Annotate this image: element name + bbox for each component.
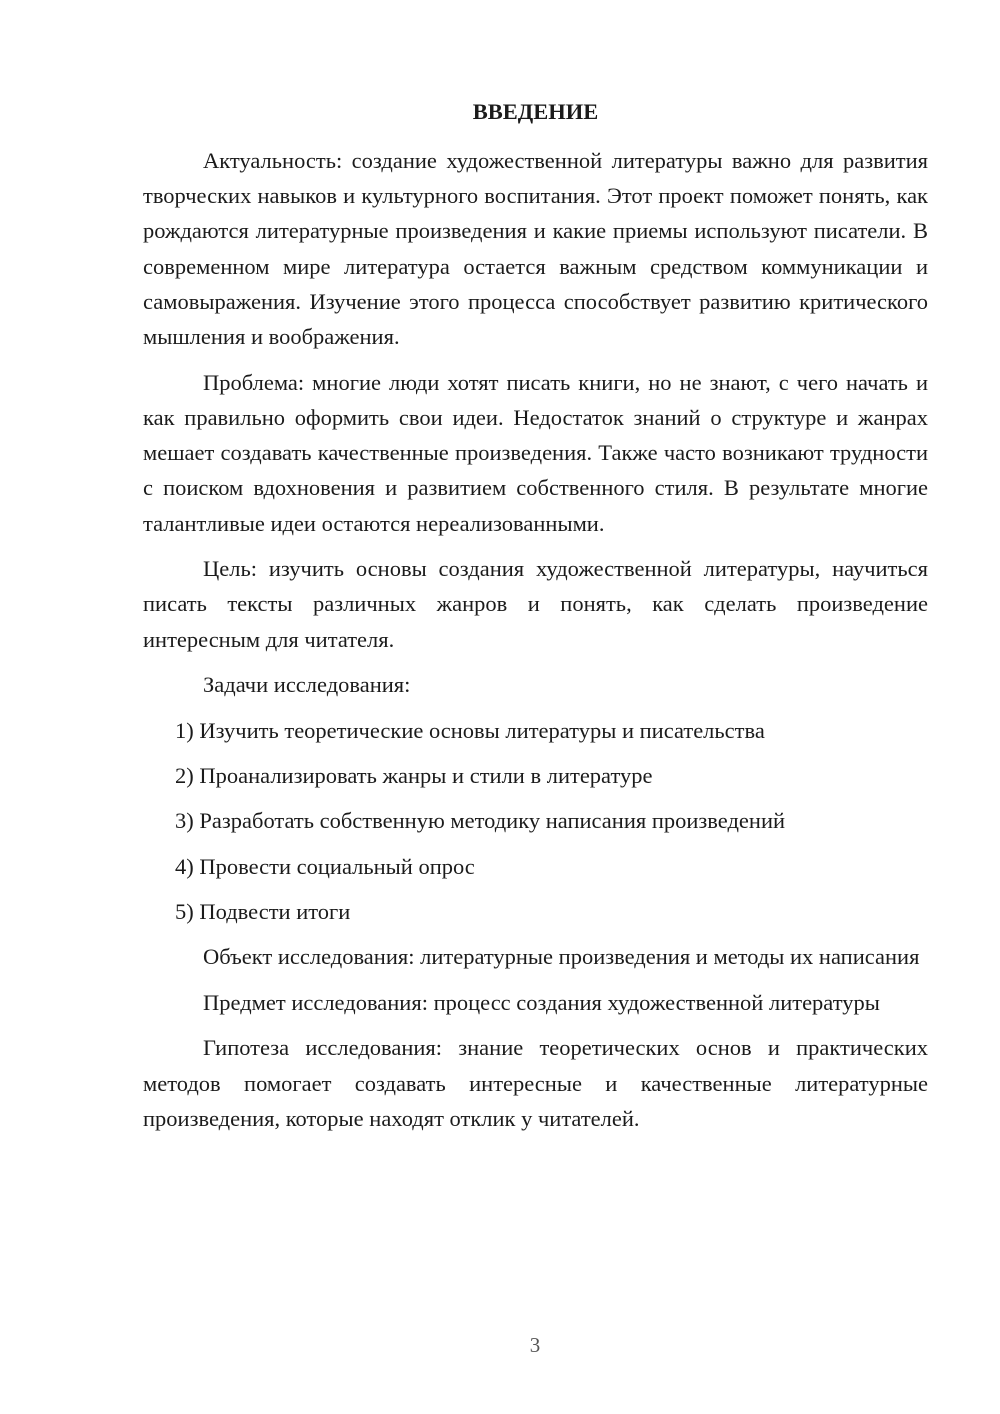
task-list bbox=[143, 713, 928, 929]
goal-paragraph: Цель: изучить основы создания художественной литературы, научиться писать тексты различных жанров и понять, как сделать произведение интересным для читателя. bbox=[143, 556, 928, 652]
task-item: 4) Провести социальный опрос bbox=[175, 853, 475, 879]
problem-paragraph: Проблема: многие люди хотят писать книги, но не знают, с чего начать и как правильно оформить свои идеи. Недостаток знаний о структуре и жанрах мешает создавать качественные произведения. Также часто возникают трудности с поиском вдохновения и развитием собственного стиля. В результате многие талантливые идеи остаются нереализованными. bbox=[143, 369, 928, 536]
subject-paragraph: Предмет исследования: процесс создания художественной литературы bbox=[203, 989, 880, 1015]
page-content bbox=[143, 94, 928, 1147]
tasks-heading: Задачи исследования: bbox=[203, 672, 411, 698]
task-item: 2) Проанализировать жанры и стили в литературе bbox=[175, 763, 653, 789]
hypothesis-paragraph: Гипотеза исследования: знание теоретических основ и практических методов помогает создавать интересные и качественные литературные произведения, которые находят отклик у читателей. bbox=[143, 1035, 928, 1131]
object-paragraph: Объект исследования: литературные произведения и методы их написания bbox=[203, 944, 920, 970]
relevance-paragraph: Актуальность: создание художественной литературы важно для развития творческих навыков и культурного воспитания. Этот проект поможет понять, как рождаются литературные произведения и какие приемы используют писатели. В современном мире литература остается важным средством коммуникации и самовыражения. Изучение этого процесса способствует развитию критического мышления и воображения. bbox=[143, 148, 928, 350]
task-item: 5) Подвести итоги bbox=[175, 898, 351, 924]
page-number: 3 bbox=[529, 1333, 541, 1357]
task-item: 3) Разработать собственную методику написания произведений bbox=[175, 808, 786, 834]
page-title: ВВЕДЕНИЕ bbox=[472, 99, 599, 124]
task-item: 1) Изучить теоретические основы литературы и писательства bbox=[175, 718, 765, 744]
